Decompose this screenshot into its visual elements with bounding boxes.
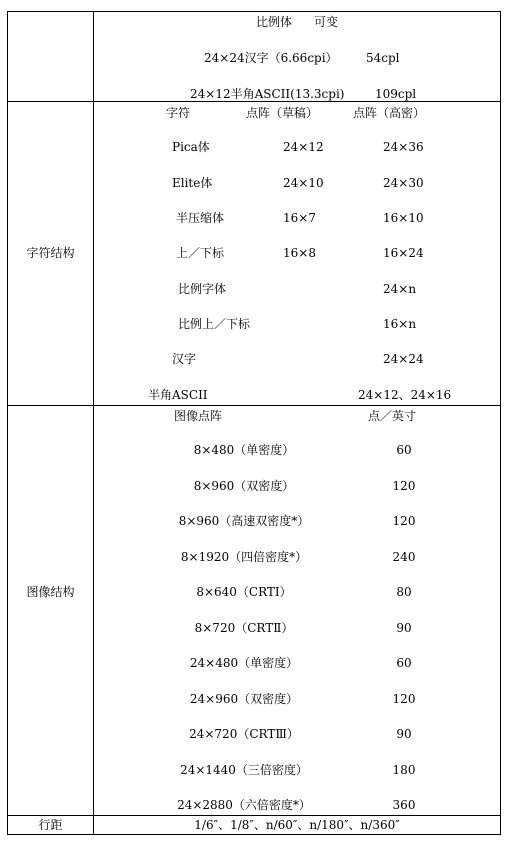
char-name: Elite体 [172,176,213,190]
image-mode: 24×1440（三倍密度） [180,762,308,777]
char-name: 汉字 [172,352,197,366]
ascii-cpl: 109cpl [375,87,417,101]
spec-table [7,11,501,835]
proportional-value: 可变 [314,15,339,29]
char-header-draft: 点阵（草稿） [246,106,319,120]
image-mode: 8×960（高速双密度*） [178,514,310,528]
char-draft: 24×12 [283,140,324,154]
char-high: 16×24 [383,246,424,260]
char-high: 24×12、24×16 [358,388,452,402]
char-name: 半压缩体 [176,211,225,225]
image-dpi: 120 [392,514,416,528]
char-draft: 24×10 [283,176,324,190]
image-header-dpi: 点／英寸 [368,409,417,423]
image-mode: 8×640（CRTⅠ） [196,585,292,599]
column-divider [93,12,94,834]
char-draft: 16×8 [283,246,316,260]
image-mode: 24×960（双密度） [189,691,299,706]
image-mode: 8×480（单密度） [193,443,295,457]
image-dpi: 90 [396,727,412,741]
line-spacing-value: 1/6″、1/8″、n/60″、n/180″、n/360″ [194,818,400,832]
image-dpi: 360 [392,798,416,812]
row-divider [8,405,500,406]
image-dpi: 180 [392,762,416,777]
char-draft: 16×7 [283,211,316,225]
image-mode: 8×720（CRTⅡ） [194,620,294,635]
line-spacing-label: 行距 [38,818,63,832]
image-mode: 24×720（CRTⅢ） [189,727,299,741]
char-high: 24×n [383,282,417,296]
char-high: 16×10 [383,211,424,225]
image-mode: 24×2880（六倍密度*） [177,798,311,812]
hanzi-cpl: 54cpl [366,51,400,65]
image-mode: 24×480（单密度） [189,656,299,670]
char-high: 24×36 [383,140,424,154]
image-dpi: 60 [396,443,412,457]
image-dpi: 60 [396,656,412,670]
ascii-cpi: 24×12半角ASCII(13.3cpi) [190,87,345,101]
char-header-high: 点阵（高密） [353,106,426,120]
char-high: 24×24 [383,352,424,366]
char-high: 16×n [383,317,417,331]
image-structure-label: 图像结构 [26,585,75,599]
image-dpi: 90 [396,620,412,635]
image-mode: 8×1920（四倍密度*） [180,549,308,564]
image-dpi: 80 [396,585,412,599]
char-header-name: 字符 [166,106,191,120]
image-mode: 8×960（双密度） [193,478,295,493]
proportional-label: 比例体 [256,15,293,29]
image-dpi: 240 [392,549,416,564]
char-name: 比例上／下标 [178,317,251,331]
char-name: Pica体 [172,140,210,154]
image-dpi: 120 [392,478,416,493]
char-name: 比例字体 [178,282,227,296]
char-structure-label: 字符结构 [26,246,75,260]
image-dpi: 120 [392,691,416,706]
row-divider [8,815,500,816]
char-name: 上／下标 [176,246,225,260]
image-header-mode: 图像点阵 [174,409,223,423]
row-divider [8,101,500,102]
hanzi-cpi: 24×24汉字（6.66cpi） [204,51,338,65]
char-name: 半角ASCII [148,388,208,402]
char-high: 24×30 [383,176,424,190]
